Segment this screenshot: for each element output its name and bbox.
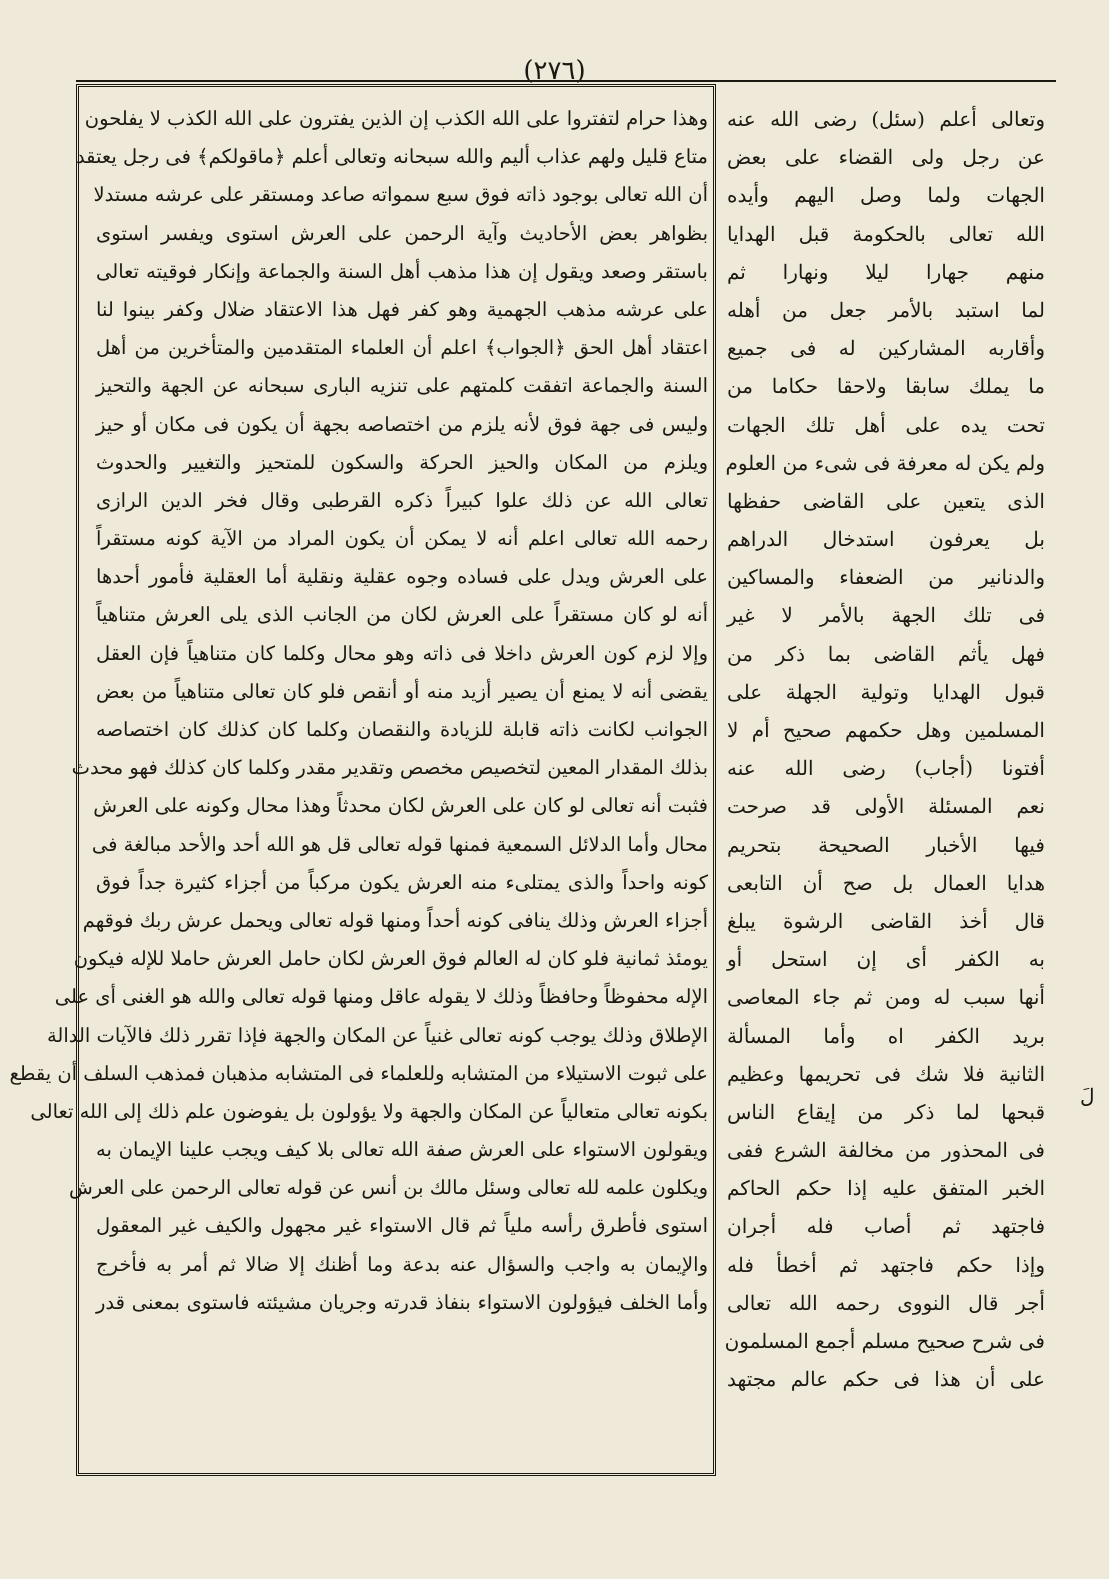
margin-line: هدايا العمال بل صح أن التابعى <box>727 870 1045 895</box>
main-line: تعالى الله عن ذلك علوا كبيراً ذكره القرطبى وقال فخر الدين الرازى <box>96 488 708 512</box>
margin-line: الثانية فلا شك فى تحريمها وعظيم <box>727 1061 1045 1086</box>
margin-line: عن رجل ولى القضاء على بعض <box>727 145 1045 170</box>
main-line: بذلك المقدار المعين لتخصيص مخصص وتقدير مقدر وكلما كان كذلك فهو محدث <box>71 756 708 780</box>
main-line: الإله محفوظاً وحافظاً وذلك لا يقوله عاقل ومنها قوله تعالى والله هو الغنى أى على <box>54 985 708 1009</box>
margin-line: فى المحذور من مخالفة الشرع ففى <box>727 1138 1045 1163</box>
main-line: على عرشه مذهب الجهمية وهو كفر فهل هذا الاعتقاد ضلال وكفر بينوا لنا <box>96 297 708 321</box>
margin-line: تحت يده على أهل تلك الجهات <box>727 412 1045 437</box>
main-line: بظواهر بعض الأحاديث وآية الرحمن على العرش استوى ويفسر استوى <box>96 221 708 245</box>
margin-line: وتعالى أعلم (سئل) رضى الله عنه <box>727 107 1045 131</box>
margin-line: به الكفر أى إن استحل أو <box>727 947 1045 972</box>
page-number: (٢٧٦) <box>523 56 586 86</box>
main-line: رحمه الله تعالى اعلم أنه لا يمكن أن يكون المراد من الآية كونه مستقراً <box>96 527 708 551</box>
main-line: وليس فى جهة فوق لأنه يلزم من اختصاصه بجهة أن يكون فى مكان أو حيز <box>96 412 708 436</box>
main-line: وأما الخلف فيؤولون الاستواء بنفاذ قدرته وجريان مشيئته فاستوى بمعنى قدر <box>96 1290 708 1314</box>
margin-line: بريد الكفر اه وأما المسألة <box>727 1023 1045 1048</box>
margin-line: فى شرح صحيح مسلم أجمع المسلمون <box>724 1329 1045 1353</box>
main-line: السنة والجماعة اتفقت كلمتهم على تنزيه البارى سبحانه عن الجهة والتحيز <box>96 374 708 398</box>
margin-line: قبول الهدايا وتولية الجهلة على <box>727 679 1045 704</box>
main-line: والإيمان به واجب والسؤال عنه بدعة وما أظنك إلا ضالا ثم أمر به فأخرج <box>96 1252 708 1276</box>
edge-mark: لَ <box>1080 1084 1095 1108</box>
main-line: ويلزم من المكان والحيز الحركة والسكون للمتحيز والتغيير والحدوث <box>96 450 708 474</box>
margin-line: نعم المسئلة الأولى قد صرحت <box>727 794 1045 819</box>
main-line: كونه واحداً والذى يمتلىء منه العرش يكون مركباً من أجزاء كثيرة جداً فوق <box>96 870 708 894</box>
main-line: وإلا لزم كون العرش داخلا فى ذاته وهو محال وكلما كان متناهياً فإن العقل <box>96 641 708 665</box>
margin-line: قال أخذ القاضى الرشوة يبلغ <box>727 908 1045 933</box>
main-line: متاع قليل ولهم عذاب أليم والله سبحانه وتعالى أعلم ﴿ماقولكم﴾ فى رجل يعتقد <box>75 145 708 169</box>
margin-line: أفتونا (أجاب) رضى الله عنه <box>727 756 1045 781</box>
main-line: ويكلون علمه لله تعالى وسئل مالك بن أنس عن قوله تعالى الرحمن على العرش <box>68 1176 708 1200</box>
margin-line: أجر قال النووى رحمه الله تعالى <box>727 1290 1045 1315</box>
margin-line: ما يملك سابقا ولاحقا حكاما من <box>727 374 1045 399</box>
main-line: الجوانب لكانت ذاته قابلة للزيادة والنقصان وكلما كان كذلك كان اختصاصه <box>96 718 708 741</box>
top-rule <box>76 80 1056 82</box>
margin-line: منهم جهارا ليلا ونهارا ثم <box>727 259 1045 284</box>
margin-line: فى تلك الجهة بالأمر لا غير <box>727 603 1045 628</box>
main-line: محال وأما الدلائل السمعية فمنها قوله تعالى قل هو الله أحد والأحد مبالغة فى <box>91 832 708 856</box>
margin-line: وأقاربه المشاركين له فى جميع <box>727 336 1045 361</box>
margin-line: فيها الأخبار الصحيحة بتحريم <box>727 832 1045 857</box>
margin-line: على أن هذا فى حكم عالم مجتهد <box>727 1367 1045 1392</box>
main-text-column <box>9 100 708 1450</box>
main-line: وهذا حرام لتفتروا على الله الكذب إن الذين يفترون على الله الكذب لا يفلحون <box>84 107 708 130</box>
main-line: يومئذ ثمانية فلو كان له العالم فوق العرش لكان حامل العرش حاملا للإله فيكون <box>73 947 708 971</box>
main-line: على العرش ويدل على فساده وجوه عقلية ونقلية أما العقلية فأمور أحدها <box>96 565 708 589</box>
main-line: فثبت أنه تعالى لو كان على العرش لكان محدثاً وهذا محال وكونه على العرش <box>93 794 708 818</box>
margin-line: الخبر المتفق عليه إذا حكم الحاكم <box>727 1176 1045 1201</box>
main-line: بكونه تعالى متعالياً عن المكان والجهة ولا يؤولون بل يفوضون علم ذلك إلى الله تعالى <box>30 1099 708 1123</box>
main-line: ويقولون الاستواء على العرش صفة الله تعالى بلا كيف ويجب علينا الإيمان به <box>96 1138 708 1162</box>
margin-line: ولم يكن له معرفة فى شىء من العلوم <box>725 450 1045 475</box>
margin-line: قبحها لما ذكر من إيقاع الناس <box>727 1099 1045 1124</box>
margin-text-column <box>724 100 1045 1480</box>
main-line: اعتقاد أهل الحق ﴿الجواب﴾ اعلم أن العلماء المتقدمين والمتأخرين من أهل <box>96 336 708 360</box>
main-line: يقضى أنه لا يمنع أن يصير أزيد منه أو أنقص فلو كان تعالى متناهياً من بعض <box>96 679 708 703</box>
main-line: الإطلاق وذلك يوجب كونه تعالى غنياً عن المكان والجهة فإذا تقرر ذلك فالآيات الدالة <box>46 1023 708 1047</box>
margin-line: المسلمين وهل حكمهم صحيح أم لا <box>727 718 1045 742</box>
margin-line: الله تعالى بالحكومة قبل الهدايا <box>727 221 1045 246</box>
margin-line: أنها سبب له ومن ثم جاء المعاصى <box>727 985 1045 1010</box>
margin-line: الجهات ولما وصل اليهم وأيده <box>727 183 1045 208</box>
margin-line: فاجتهد ثم أصاب فله أجران <box>727 1214 1045 1239</box>
main-line: أنه لو كان مستقراً على العرش لكان من الجانب الذى يلى العرش متناهياً <box>96 603 708 627</box>
main-line: على ثبوت الاستيلاء من المتشابه وللعلماء فى المتشابه مذهبان فمذهب السلف أن يقطع <box>9 1061 708 1085</box>
margin-line: فهل يأثم القاضى بما ذكر من <box>727 641 1045 666</box>
main-line: أن الله تعالى بوجود ذاته فوق سبع سمواته صاعد ومستقر على عرشه مستدلا <box>93 183 708 207</box>
margin-line: بل يعرفون استدخال الدراهم <box>727 527 1045 552</box>
main-line: استوى فأطرق رأسه ملياً ثم قال الاستواء غير مجهول والكيف غير المعقول <box>96 1214 708 1238</box>
main-line: باستقر وصعد ويقول إن هذا مذهب أهل السنة والجماعة وإنكار فوقيته تعالى <box>96 259 708 283</box>
margin-line: الذى يتعين على القاضى حفظها <box>727 488 1045 513</box>
margin-line: وإذا حكم فاجتهد ثم أخطأ فله <box>727 1252 1045 1277</box>
margin-line: لما استبد بالأمر جعل من أهله <box>727 297 1045 322</box>
main-line: أجزاء العرش وذلك ينافى كونه أحداً ومنها قوله تعالى ويحمل عرش ربك فوقهم <box>82 908 708 932</box>
margin-line: والدنانير من الضعفاء والمساكين <box>727 565 1045 590</box>
